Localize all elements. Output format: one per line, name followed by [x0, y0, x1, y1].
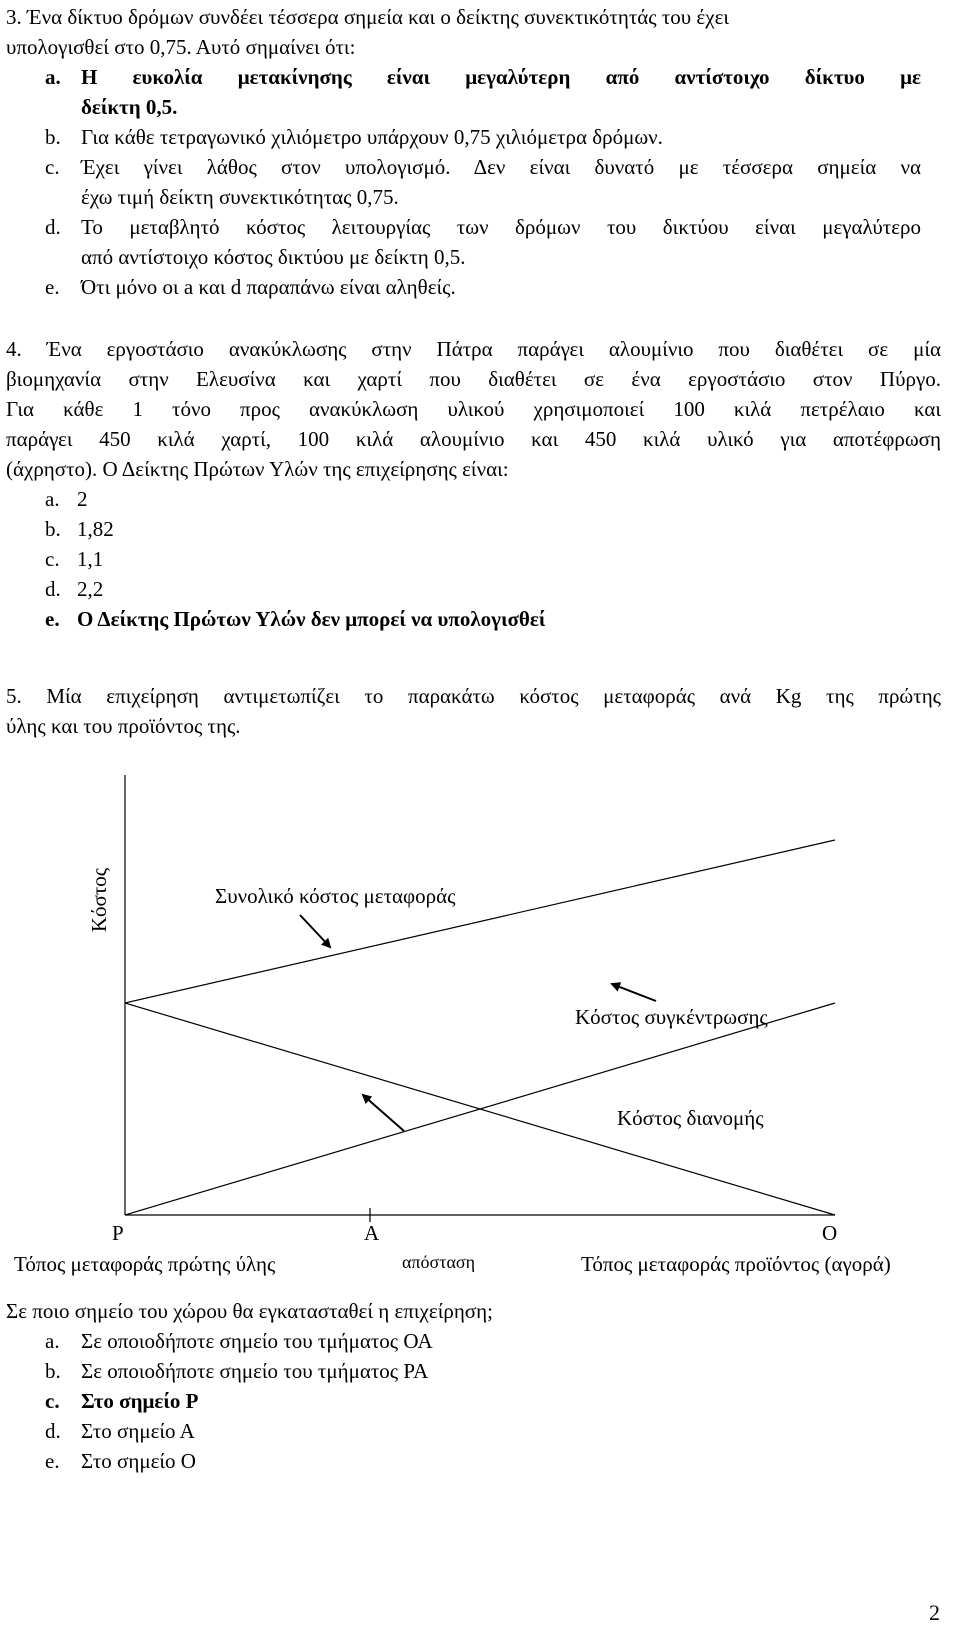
q5-option-c-letter: c. — [45, 1389, 60, 1413]
q3-option-a-line-2: δείκτη 0,5. — [81, 95, 178, 119]
q4-option-c-text: 1,1 — [77, 547, 104, 571]
q3-option-b-line-1: Για κάθε τετραγωνικό χιλιόμετρο υπάρχουν 0,75 χιλιόμετρα δρόμων. — [81, 125, 663, 149]
q3-stem-line-1: 3. Ένα δίκτυο δρόμων συνδέει τέσσερα σημεία και ο δείκτης συνεκτικότητάς του έχει — [6, 5, 730, 29]
o-caption: Τόπος μεταφοράς προϊόντος (αγορά) — [581, 1252, 891, 1276]
q3-option-e-line-1: Ότι μόνο οι a και d παραπάνω είναι αληθείς. — [81, 275, 456, 299]
q4-option-c — [45, 544, 921, 574]
q3-option-e-letter: e. — [45, 275, 60, 299]
q4-line-1: 4. Ένα εργοστάσιο ανακύκλωσης στην Πάτρα παράγει αλουμίνιο που διαθέτει σε μία — [6, 337, 941, 361]
q5-option-e-letter: e. — [45, 1449, 60, 1473]
q4-line-5: (άχρηστο). Ο Δείκτης Πρώτων Υλών της επιχείρησης είναι: — [6, 457, 509, 481]
point-p-label: P — [112, 1221, 124, 1245]
q5-option-c — [45, 1386, 921, 1416]
q3-option-c-line-1: Έχει γίνει λάθος στον υπολογισμό. Δεν είναι δυνατό με τέσσερα σημεία να — [81, 155, 921, 179]
question-4 — [6, 334, 941, 484]
q4-option-a-letter: a. — [45, 487, 60, 511]
q5-option-a-text: Σε οποιοδήποτε σημείο του τμήματος ΟΑ — [81, 1329, 433, 1353]
q4-option-a-text: 2 — [77, 487, 88, 511]
q3-option-a — [45, 62, 921, 122]
q3-option-e — [45, 272, 921, 302]
point-a-label: A — [364, 1221, 380, 1245]
q3-option-d — [45, 212, 921, 272]
question-5 — [6, 681, 941, 741]
p-caption: Τόπος μεταφοράς πρώτης ύλης — [14, 1252, 276, 1276]
q5-option-c-text: Στο σημείο Ρ — [81, 1389, 199, 1413]
q3-option-a-letter: a. — [45, 65, 61, 89]
q4-line-2: βιομηχανία στην Ελευσίνα και χαρτί που διαθέτει σε ένα εργοστάσιο στον Πύργο. — [6, 367, 941, 391]
assembly-cost-arrow — [612, 984, 656, 1001]
q4-option-b-text: 1,82 — [77, 517, 114, 541]
total-cost-line — [125, 840, 835, 1003]
q4-options — [45, 484, 921, 634]
distribution-cost-arrow — [363, 1095, 404, 1131]
q4-option-a — [45, 484, 921, 514]
assembly-cost-label: Κόστος συγκέντρωσης — [575, 1005, 768, 1029]
q3-option-c-line-2: έχω τιμή δείκτη συνεκτικότητας 0,75. — [81, 185, 399, 209]
q5-option-b — [45, 1356, 921, 1386]
q4-line-4: παράγει 450 κιλά χαρτί, 100 κιλά αλουμίνιο και 450 κιλά υλικό για αποτέφρωση — [6, 427, 941, 451]
q4-option-c-letter: c. — [45, 547, 60, 571]
q4-option-e-letter: e. — [45, 607, 60, 631]
q5-option-a-letter: a. — [45, 1329, 60, 1353]
q5-question: Σε ποιο σημείο του χώρου θα εγκατασταθεί η επιχείρηση; — [6, 1299, 493, 1323]
q4-option-e-text: Ο Δείκτης Πρώτων Υλών δεν μπορεί να υπολογισθεί — [77, 607, 546, 631]
q3-option-d-letter: d. — [45, 215, 61, 239]
distribution-cost-label: Κόστος διανομής — [617, 1106, 764, 1130]
q4-option-b-letter: b. — [45, 517, 61, 541]
page-number: 2 — [929, 1600, 940, 1625]
q5-option-d-text: Στο σημείο Α — [81, 1419, 195, 1443]
total-cost-label: Συνολικό κόστος μεταφοράς — [215, 884, 456, 908]
q3-option-b-letter: b. — [45, 125, 61, 149]
question-3 — [6, 2, 941, 62]
q3-option-d-line-1: Το μεταβλητό κόστος λειτουργίας των δρόμων του δικτύου είναι μεγαλύτερο — [81, 215, 921, 239]
q3-option-c — [45, 152, 921, 212]
q4-option-d — [45, 574, 921, 604]
q3-stem-line-2: υπολογισθεί στο 0,75. Αυτό σημαίνει ότι: — [6, 35, 356, 59]
q5-option-e-text: Στο σημείο Ο — [81, 1449, 196, 1473]
q3-option-d-line-2: από αντίστοιχο κόστος δικτύου με δείκτη 0,5. — [81, 245, 466, 269]
point-o-label: O — [822, 1221, 838, 1245]
q5-option-b-letter: b. — [45, 1359, 61, 1383]
transport-cost-diagram — [0, 755, 960, 1276]
q4-line-3: Για κάθε 1 τόνο προς ανακύκλωση υλικού χρησιμοποιεί 100 κιλά πετρέλαιο και — [6, 397, 941, 421]
q4-option-e — [45, 604, 921, 634]
q3-option-b — [45, 122, 921, 152]
q4-option-d-letter: d. — [45, 577, 61, 601]
q5-option-a — [45, 1326, 921, 1356]
x-axis-label: απόσταση — [402, 1252, 476, 1272]
total-cost-arrow — [300, 915, 330, 947]
q5-options — [45, 1326, 921, 1476]
q4-option-d-text: 2,2 — [77, 577, 104, 601]
y-axis-label: Κόστος — [87, 867, 111, 933]
q3-option-a-line-1: Η ευκολία μετακίνησης είναι μεγαλύτερη από αντίστοιχο δίκτυο με — [81, 65, 921, 89]
q5-line-2: ύλης και του προϊόντος της. — [6, 714, 241, 738]
q5-option-e — [45, 1446, 921, 1476]
q3-option-c-letter: c. — [45, 155, 60, 179]
q5-option-b-text: Σε οποιοδήποτε σημείο του τμήματος ΡΑ — [81, 1359, 429, 1383]
q4-option-b — [45, 514, 921, 544]
q5-option-d-letter: d. — [45, 1419, 61, 1443]
q5-line-1: 5. Μία επιχείρηση αντιμετωπίζει το παρακάτω κόστος μεταφοράς ανά Kg της πρώτης — [6, 684, 941, 708]
q5-option-d — [45, 1416, 921, 1446]
